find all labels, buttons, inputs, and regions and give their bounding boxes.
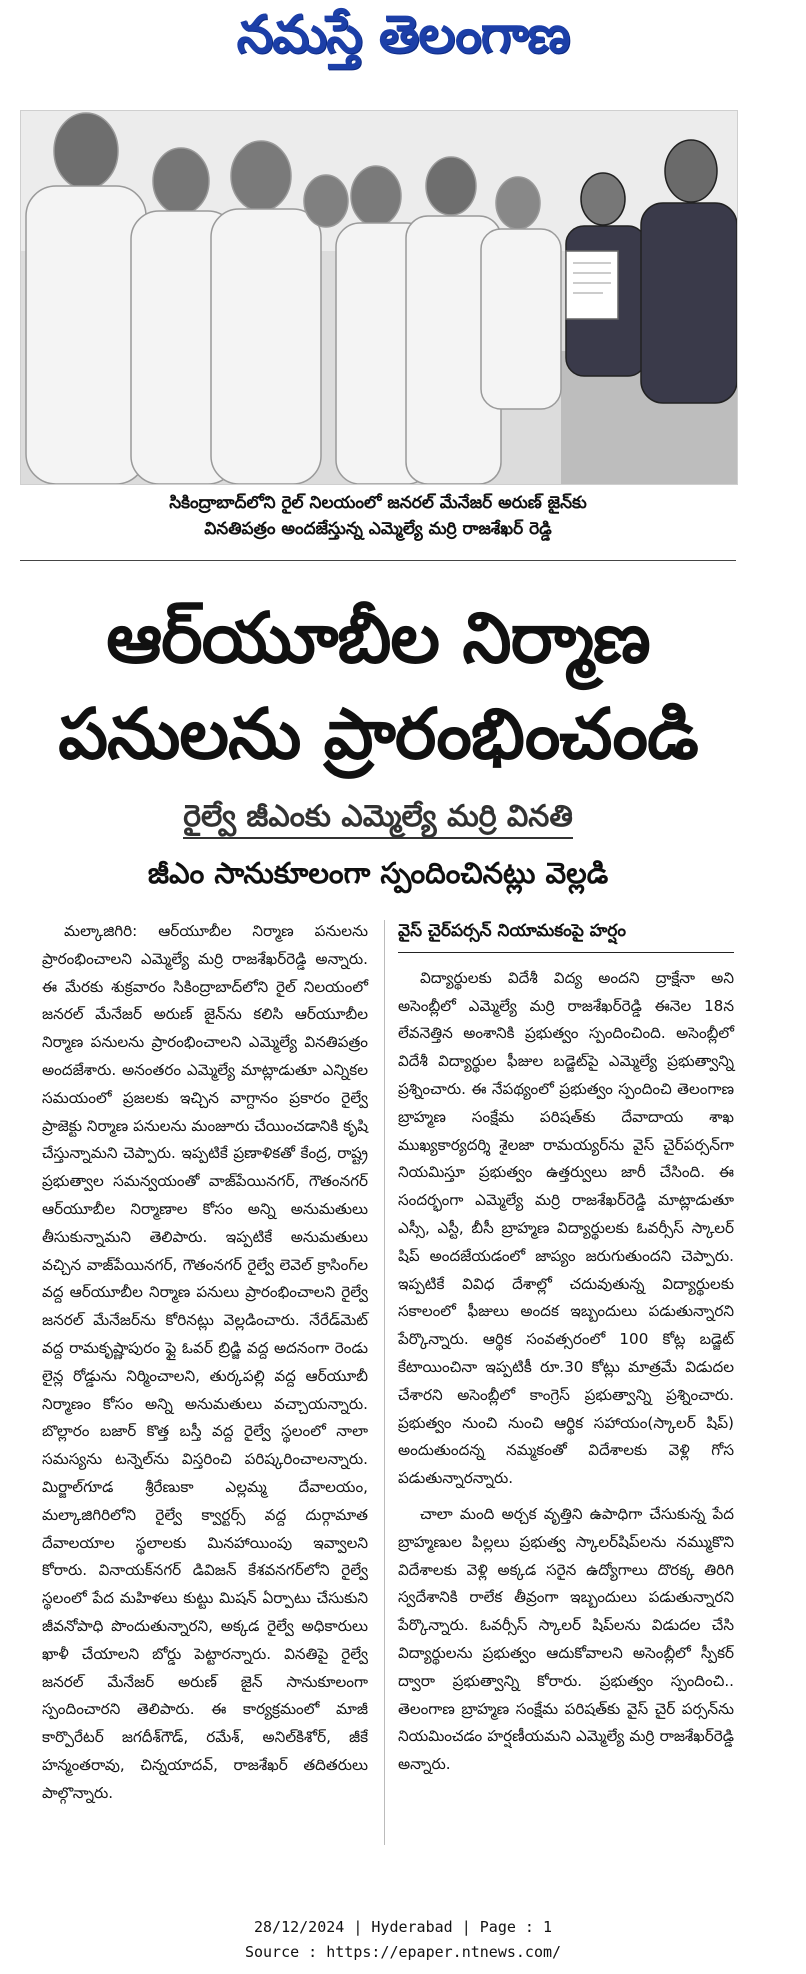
article-paragraph: విద్యార్థులకు విదేశీ విద్య అందని ద్రాక్షేనా అని అసెంబ్లీలో ఎమ్మెల్యే మర్రి రాజశేఖర్‌రెడ్డి ఈనెల 18న లేవనెత్తిన అంశానికి ప్రభుత్వం స్పందించింది. అసెంబ్లీలో విదేశీ విద్యార్థుల ఫీజుల బడ్జెట్‌పై ఎమ్మెల్యే ప్రభుత్వాన్ని ప్రశ్నించారు. ఈ నేపథ్యంలో ప్రభుత్వం స్పందించి తెలంగాణ బ్రాహ్మణ సంక్షేమ పరిషత్‌కు దేవాదాయ శాఖ ముఖ్యకార్యదర్శి శైలజా రామయ్యర్‌ను వైస్ చైర్‌పర్సన్‌గా నియమిస్తూ ప్రభుత్వం ఉత్తర్వులు జారీ చేసింది. ఈ సందర్భంగా ఎమ్మెల్యే మర్రి రాజశేఖర్‌రెడ్డి మాట్లాడుతూ ఎస్సీ, ఎస్టీ, బీసీ బ్రాహ్మణ విద్యార్థులకు ఓవర్సీస్ స్కాలర్ షిప్ అందజేయడంలో జాప్యం జరుగుతుందని చెప్పారు. ఇప్పటికే వివిధ దేశాల్లో చదువుతున్న విద్యార్థులకు సకాలంలో ఫీజులు అందక ఇబ్బందులు పడుతున్నారని పేర్కొన్నారు. ఆర్థిక సంవత్సరంలో 100 కోట్ల బడ్జెట్ కేటాయించినా ఇప్పటికీ రూ.30 కోట్లు మాత్రమే విడుదల చేశారని అసెంబ్లీలో కాంగ్రెస్ ప్రభుత్వాన్ని ప్రశ్నించారు. ప్రభుత్వం నుంచి నుంచి ఆర్థిక సహాయం(స్కాలర్ షిప్) అందుతుందన్న నమ్మకంతో విదేశాలకు వెళ్లి గోస పడుతున్నారన్నారు.	[398, 968, 734, 1488]
subheadline-primary	[20, 799, 736, 841]
article-left-column	[42, 918, 368, 1816]
article-paragraph: మల్కాజిగిరి: ఆర్‌యూబీల నిర్మాణ పనులను ప్రారంభించాలని ఎమ్మెల్యే మర్రి రాజశేఖర్‌రెడ్డి అన్నారు. ఈ మేరకు శుక్రవారం సికింద్రాబాద్‌లోని రైల్ నిలయంలో జనరల్ మేనేజర్ అరుణ్ జైన్‌ను కలిసి ఆర్‌యూబీల నిర్మాణ పనులను ప్రారంభించాలని ఎమ్మెల్యే వినతిపత్రం అందజేశారు. అనంతరం ఎమ్మెల్యే మాట్లాడుతూ ఎన్నికల సమయంలో ప్రజలకు ఇచ్చిన వాగ్దానం ప్రకారం రైల్వే ప్రాజెక్టు నిర్మాణ పనులను మంజూరు చేయించడానికి కృషి చేస్తున్నామని చెప్పారు. ఇప్పటికే ప్రణాళికతో కేంద్ర, రాష్ట్ర ప్రభుత్వాల సమన్వయంతో వాజ్‌పేయినగర్, గౌతంనగర్ ఆర్‌యూబీల నిర్మాణాల కోసం అన్ని అనుమతులు తీసుకున్నామని తెలిపారు. ఇప్పటికే అనుమతులు వచ్చిన వాజ్‌పేయినగర్, గౌతంనగర్ రైల్వే లెవెల్ క్రాసింగ్‌ల వద్ద ఆర్‌యూబీల నిర్మాణ పనులు ప్రారంభించాలని రైల్వే జనరల్ మేనేజర్‌ను కోరినట్లు వెల్లడించారు. నేరేడ్‌మెట్ వద్ద రామకృష్ణాపురం ఫ్లై ఓవర్ బ్రిడ్జి వద్ద అదనంగా రెండు లైన్ల రోడ్డును నిర్మించాలని, తుర్కపల్లి వద్ద ఆర్‌యూబీ నిర్మాణం కోసం అన్ని అనుమతులు వచ్చాయన్నారు. బొల్లారం బజార్ కొత్త బస్తీ వద్ద రైల్వే స్థలంలో నాలా సమస్యను టన్నెల్‌ను విస్తరించి పరిష్కరించాలన్నారు. మిర్జాల్‌గూడ శ్రీరేణుకా ఎల్లమ్మ దేవాలయం, మల్కాజిగిరిలోని రైల్వే క్వార్టర్స్ వద్ద దుర్గామాత దేవాలయాల స్థలాలకు మినహాయింపు ఇవ్వాలని కోరారు. వినాయక్‌నగర్ డివిజన్ కేశవనగర్‌లోని రైల్వే స్థలంలో పేద మహిళలు కుట్టు మిషన్ ఏర్పాటు చేసుకుని జీవనోపాధి పొందుతున్నారని, అక్కడ రైల్వే అధికారులు ఖాళీ చేయాలని బోర్డు పెట్టారన్నారు. వినతిపై రైల్వే జనరల్ మేనేజర్ అరుణ్ జైన్ సానుకూలంగా స్పందించారని తెలిపారు. ఈ కార్యక్రమంలో మాజీ కార్పొరేటర్ జగదీశ్‌గౌడ్, రమేశ్, అనిల్‌కిశోర్, జీకే హన్మంతరావు, చిన్నయాదవ్, రాజశేఖర్ తదితరులు పాల్గొన్నారు.	[42, 922, 368, 1802]
masthead-title: నమస్తే తెలంగాణ	[236, 5, 570, 65]
divider-line	[20, 560, 736, 561]
headline-line-2: పనులను ప్రారంభించండి	[58, 693, 698, 775]
subheadline-primary-text: రైల్వే జీఎంకు ఎమ్మెల్యే మర్రి వినతి	[183, 799, 573, 839]
photo-illustration	[21, 111, 737, 484]
photo-caption	[20, 490, 736, 542]
article-right-column	[398, 918, 734, 1787]
caption-line-2: వినతిపత్రం అందజేస్తున్న ఎమ్మెల్యే మర్రి రాజశేఖర్ రెడ్డి	[204, 519, 552, 539]
article-paragraph: చాలా మంది అర్చక వృత్తిని ఉపాధిగా చేసుకున్న పేద బ్రాహ్మణుల పిల్లలు ప్రభుత్వ స్కాలర్‌షిప్‌లను నమ్ముకొని విదేశాలకు వెళ్లి అక్కడ సరైన ఉద్యోగాలు దొరక్క తిరిగి స్వదేశానికి రాలేక తీవ్రంగా ఇబ్బందులు పడుతున్నారని పేర్కొన్నారు. ఓవర్సీస్ స్కాలర్ షిప్‌లను విడుదల చేసి విద్యార్థులను ప్రభుత్వం ఆదుకోవాలని అసెంబ్లీలో స్పీకర్ ద్వారా ప్రభుత్వాన్ని కోరారు. ప్రభుత్వం స్పందించి.. తెలంగాణ బ్రాహ్మణ సంక్షేమ పరిషత్‌కు వైస్ చైర్ పర్సన్‌ను నియమించడం హర్షణీయమని ఎమ్మెల్యే మర్రి రాజశేఖర్‌రెడ్డి అన్నారు.	[398, 1504, 734, 1774]
headline	[20, 590, 736, 782]
news-photo	[20, 110, 738, 485]
sidebar-heading: వైస్ చైర్‌పర్సన్ నియామకంపై హర్షం	[398, 918, 734, 953]
footer-source: Source : https://epaper.ntnews.com/	[244, 1943, 562, 1961]
footer-dateline: 28/12/2024 | Hyderabad | Page : 1	[253, 1918, 552, 1936]
subheadline-secondary: జీఎం సానుకూలంగా స్పందించినట్లు వెల్లడి	[147, 856, 609, 890]
column-divider	[384, 920, 385, 1845]
headline-line-1: ఆర్‌యూబీల నిర్మాణ	[106, 597, 650, 679]
caption-line-1: సికింద్రాబాద్‌లోని రైల్ నిలయంలో జనరల్ మేనేజర్ అరుణ్ జైన్‌కు	[169, 493, 587, 513]
